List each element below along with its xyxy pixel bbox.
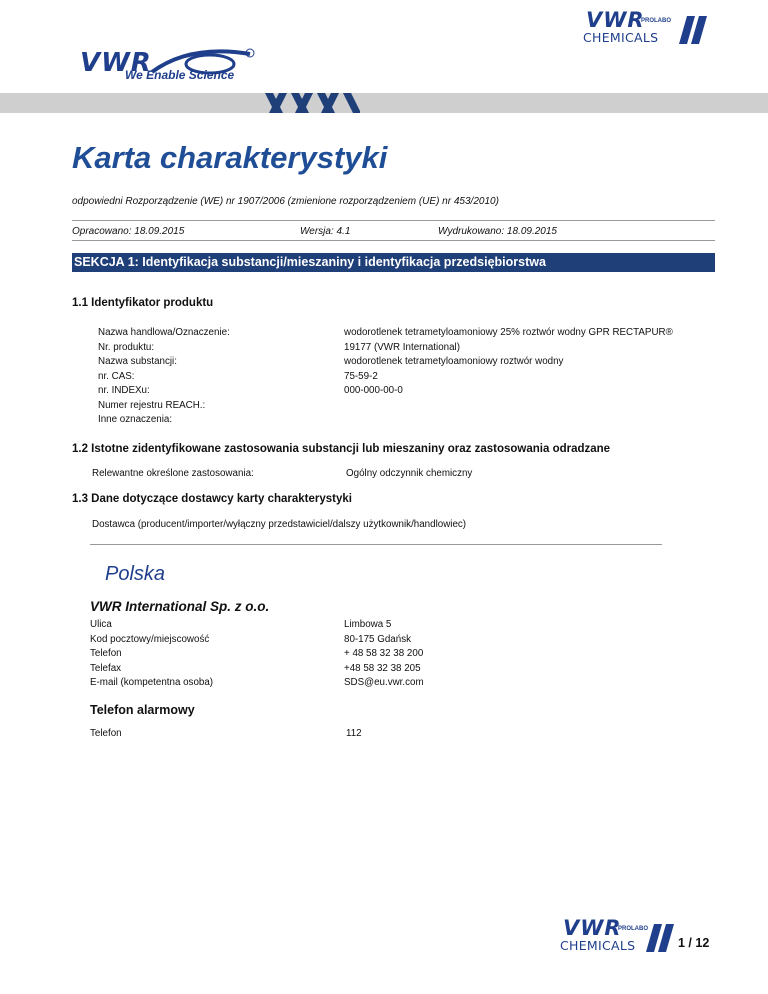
field-value: wodorotlenek tetrametyloamoniowy roztwór wodny [344, 356, 564, 367]
supplier-values [344, 618, 544, 691]
field-label: Kod pocztowy/miejscowość [90, 633, 210, 645]
field-label: Telefax [90, 662, 122, 674]
street-value: Limbowa 5 [344, 619, 392, 630]
divider [90, 544, 662, 545]
field-label: nr. INDEXu: [98, 385, 150, 396]
field-value: Ogólny odczynnik chemiczny [346, 468, 473, 479]
chem-logo-name: CHEMICALS [560, 938, 636, 953]
page-title: Karta charakterystyki [72, 140, 388, 175]
printed-date: Wydrukowano: 18.09.2015 [438, 226, 557, 237]
country-heading: Polska [105, 563, 166, 585]
field-value: wodorotlenek tetrametyloamoniowy 25% roztwór wodny GPR RECTAPUR® [344, 327, 673, 338]
field-label: Nazwa handlowa/Oznaczenie: [98, 327, 230, 338]
header-band [0, 93, 768, 113]
divider [72, 220, 715, 221]
version: Wersja: 4.1 [300, 226, 351, 237]
section-1-header: SEKCJA 1: Identyfikacja substancji/mieszaniny i identyfikacja przedsiębiorstwa [72, 253, 715, 272]
band-stripes-icon [265, 93, 360, 113]
email-value: SDS@eu.vwr.com [344, 677, 424, 688]
tagline: We Enable Science [125, 68, 235, 82]
chem-logo-name: CHEMICALS [583, 30, 659, 45]
emergency-heading: Telefon alarmowy [90, 703, 195, 717]
chem-logo-sub: PROLABO [641, 18, 671, 24]
phone-value: + 48 58 32 38 200 [344, 648, 424, 659]
product-id-values [344, 326, 724, 399]
field-value: 19177 (VWR International) [344, 341, 460, 353]
supplier-labels [90, 618, 330, 691]
product-id-labels [98, 326, 338, 428]
field-label: Nazwa substancji: [98, 356, 177, 367]
field-label: Nr. produktu: [98, 341, 155, 353]
footer-vwr-chemicals-logo [560, 916, 690, 954]
slash-mark-icon [646, 924, 680, 952]
vwr-logo-text: VWR [80, 48, 152, 78]
field-label: Telefon [90, 648, 122, 659]
vwr-chemicals-logo [583, 8, 713, 46]
section-1-1-heading: 1.1 Identyfikator produktu [72, 297, 214, 309]
field-label: Telefon [90, 728, 122, 739]
chem-logo-brand: VWR [586, 8, 645, 32]
field-label: E-mail (kompetentna osoba) [90, 677, 214, 688]
section-1-3-heading: 1.3 Dane dotyczące dostawcy karty charakterystyki [72, 493, 352, 505]
field-label: Ulica [90, 619, 112, 630]
section-1-2-heading: 1.2 Istotne zidentyfikowane zastosowania substancji lub mieszaniny oraz zastosowania odradzane [72, 443, 611, 455]
field-value: 75-59-2 [344, 370, 378, 382]
slash-mark-icon [679, 16, 713, 44]
field-value: 000-000-00-0 [344, 385, 403, 396]
supplier-note: Dostawca (producent/importer/wyłączny przedstawiciel/dalszy użytkownik/handlowiec) [92, 519, 467, 530]
field-label: nr. CAS: [98, 370, 135, 382]
regulation-subtitle: odpowiedni Rozporządzenie (WE) nr 1907/2006 (zmienione rozporządzeniem (UE) nr 453/2010) [72, 196, 499, 207]
field-label: Numer rejestru REACH.: [98, 399, 206, 411]
divider [72, 240, 715, 241]
page-number: 1 / 12 [678, 936, 710, 950]
postcode-value: 80-175 Gdańsk [344, 633, 411, 645]
chem-logo-sub: PROLABO [618, 926, 648, 932]
field-label: Inne oznaczenia: [98, 414, 173, 425]
emergency-phone-value: 112 [346, 728, 362, 739]
fax-value: +48 58 32 38 205 [344, 662, 421, 674]
field-label: Relewantne określone zastosowania: [92, 468, 254, 479]
prepared-date: Opracowano: 18.09.2015 [72, 226, 185, 237]
chem-logo-brand: VWR [563, 916, 622, 940]
company-name: VWR International Sp. z o.o. [90, 599, 270, 614]
